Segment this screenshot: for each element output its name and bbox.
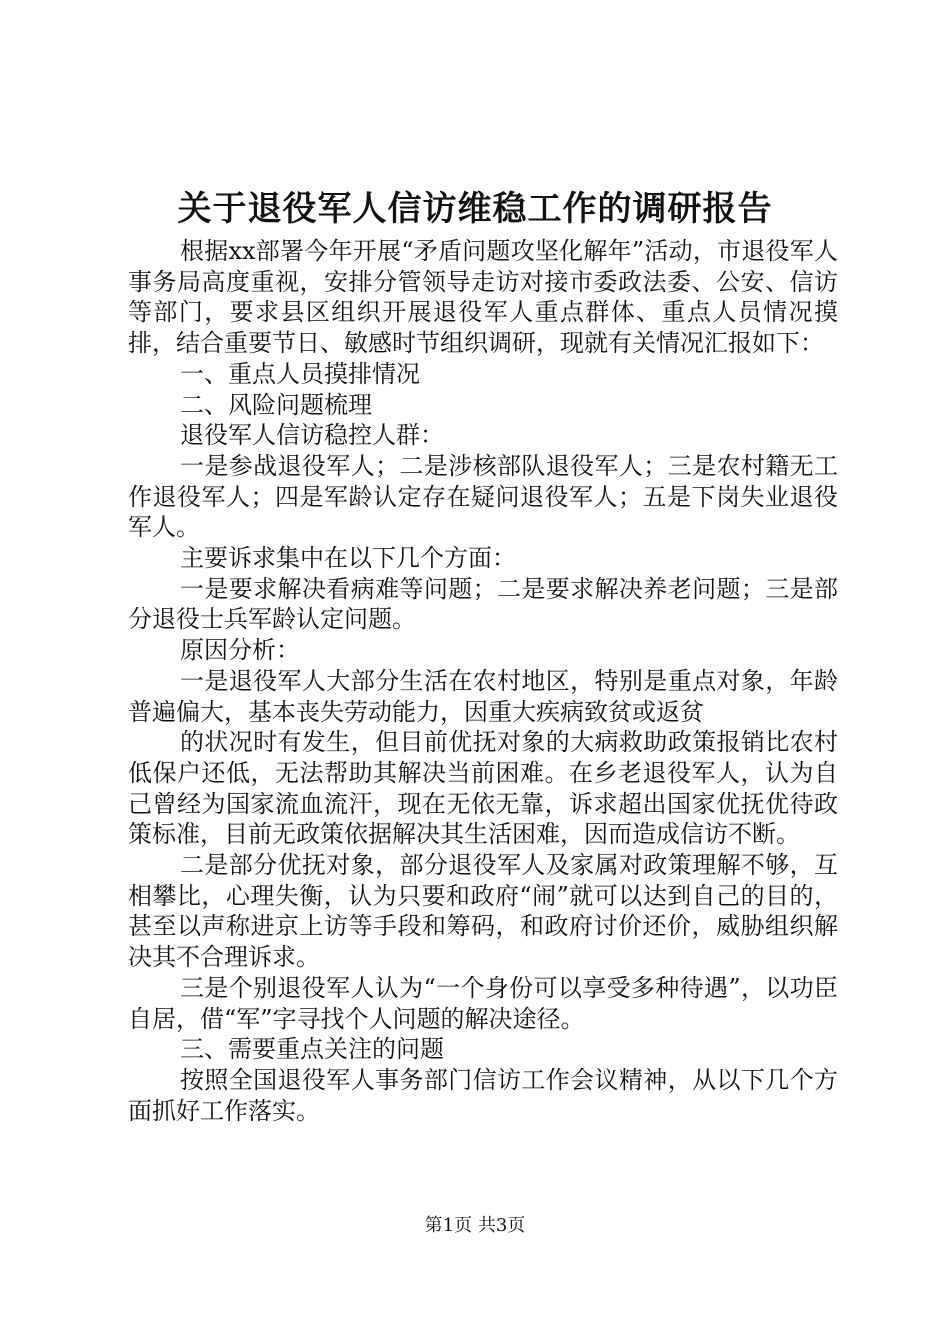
page-number: 第1页 共3页 — [424, 1215, 526, 1236]
paragraph-cause-1-continued: 的状况时有发生，但目前优抚对象的大病救助政策报销比农村低保户还低，无法帮助其解决当前困难。在乡老退役军人，认为自己曾经为国家流血流汗，现在无依无靠，诉求超出国家优抚优待政策标准，目前无政策依据解决其生活困难，因而造成信访不断。 — [128, 728, 838, 849]
section-heading-2: 二、风险问题梳理 — [180, 390, 372, 419]
paragraph-cause-2: 二是部分优抚对象，部分退役军人及家属对政策理解不够，互相攀比，心理失衡，认为只要和政府“闹”就可以达到自己的目的，甚至以声称进京上访等手段和筹码，和政府讨价还价，威胁组织解决其不合理诉求。 — [128, 851, 838, 972]
paragraph-cause-1: 一是退役军人大部分生活在农村地区，特别是重点对象，年龄普遍偏大，基本丧失劳动能力，因重大疾病致贫或返贫 — [128, 666, 838, 726]
paragraph-groups-list: 一是参战退役军人；二是涉核部队退役军人；三是农村籍无工作退役军人；四是军龄认定存在疑问退役军人；五是下岗失业退役军人。 — [128, 451, 838, 542]
intro-paragraph: 根据xx部署今年开展“矛盾问题攻坚化解年”活动，市退役军人事务局高度重视，安排分管领导走访对接市委政法委、公安、信访等部门，要求县区组织开展退役军人重点群体、重点人员情况摸排，结合重要节日、敏感时节组织调研，现就有关情况汇报如下： — [128, 237, 838, 358]
section-heading-3: 三、需要重点关注的问题 — [180, 1035, 444, 1064]
document-body — [128, 236, 838, 1126]
section-heading-1: 一、重点人员摸排情况 — [180, 359, 420, 388]
subheading-causes: 原因分析： — [180, 636, 300, 665]
paragraph-cause-3: 三是个别退役军人认为“一个身份可以享受多种待遇”，以功臣自居，借“军”字寻找个人问题的解决途径。 — [128, 973, 838, 1033]
subheading-groups: 退役军人信访稳控人群： — [180, 421, 444, 450]
document-title: 关于退役军人信访维稳工作的调研报告 — [177, 189, 773, 229]
paragraph-work-plan: 按照全国退役军人事务部门信访工作会议精神，从以下几个方面抓好工作落实。 — [128, 1065, 838, 1125]
paragraph-demands-list: 一是要求解决看病难等问题；二是要求解决养老问题；三是部分退役士兵军龄认定问题。 — [128, 574, 838, 634]
subheading-demands: 主要诉求集中在以下几个方面： — [180, 544, 516, 573]
